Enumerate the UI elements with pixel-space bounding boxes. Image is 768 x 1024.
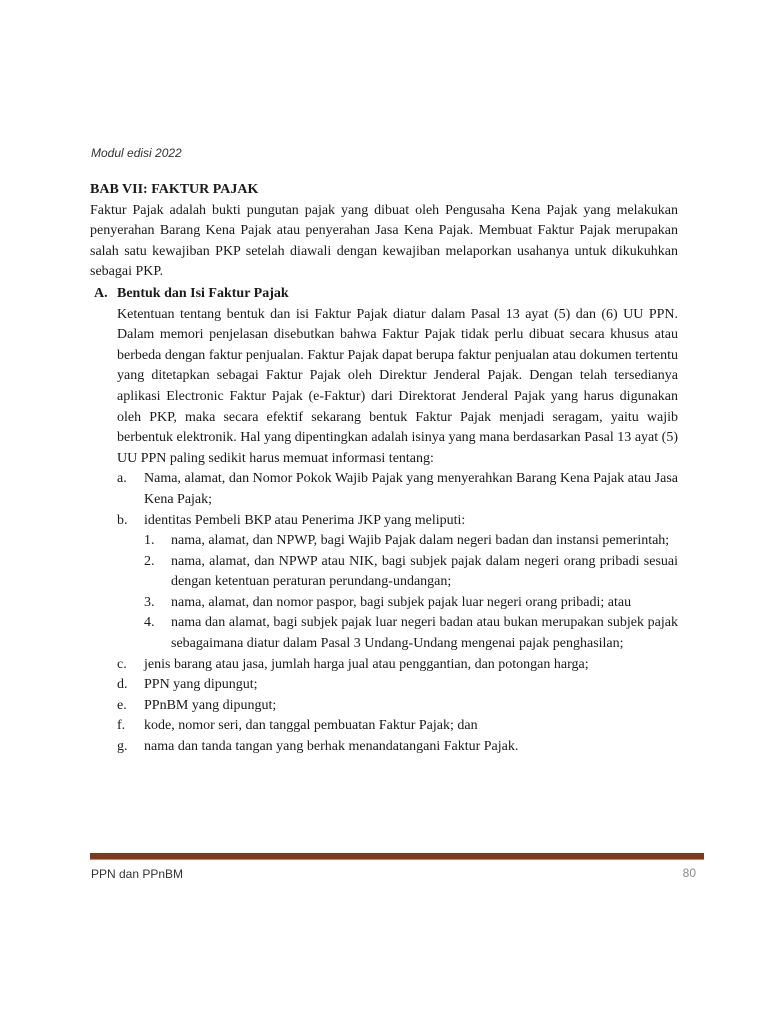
sub-list-text: nama, alamat, dan NPWP, bagi Wajib Pajak dalam negeri badan dan instansi pemerintah; xyxy=(171,533,670,549)
sub-list-item-1 xyxy=(144,531,678,552)
content-list-continued xyxy=(117,655,678,758)
buyer-identity-list xyxy=(117,531,678,655)
sub-list-label: 1. xyxy=(144,533,155,549)
list-item-e xyxy=(117,696,678,717)
sub-list-text: nama dan alamat, bagi subjek pajak luar negeri badan atau bukan merupakan subjek pajak sebagaimana diatur dalam Pasal 3 Undang-Undang mengenai pajak penghasilan; xyxy=(171,615,678,652)
footer-title: PPN dan PPnBM xyxy=(91,867,184,881)
section-heading xyxy=(90,284,678,305)
page-number: 80 xyxy=(682,866,696,880)
sub-list-label: 3. xyxy=(144,594,155,610)
sub-list-label: 2. xyxy=(144,553,155,569)
section-body xyxy=(117,305,678,758)
list-text: jenis barang atau jasa, jumlah harga jual atau penggantian, dan potongan harga; xyxy=(144,656,589,672)
list-text: kode, nomor seri, dan tanggal pembuatan Faktur Pajak; dan xyxy=(144,718,478,734)
list-label: d. xyxy=(117,677,128,693)
main-content xyxy=(90,180,678,758)
sub-list-label: 4. xyxy=(144,615,155,631)
section-title: Bentuk dan Isi Faktur Pajak xyxy=(117,285,289,301)
list-text: identitas Pembeli BKP atau Penerima JKP yang meliputi: xyxy=(144,512,466,528)
footer-divider xyxy=(90,853,704,860)
list-text: PPN yang dipungut; xyxy=(144,677,258,693)
section-paragraph: Ketentuan tentang bentuk dan isi Faktur Pajak diatur dalam Pasal 13 ayat (5) dan (6) UU PPN. Dalam memori penjelasan disebutkan bahwa Faktur Pajak tidak perlu dibuat secara khusus atau berbeda dengan faktur penjualan. Faktur Pajak dapat berupa faktur penjualan atau dokumen tertentu yang ditetapkan sebagai Faktur Pajak oleh Direktur Jenderal Pajak. Dengan telah tersedianya aplikasi Electronic Faktur Pajak (e-Faktur) dari Direktorat Jenderal Pajak yang harus digunakan oleh PKP, maka secara efektif sekarang bentuk Faktur Pajak menjadi seragam, yaitu wajib berbentuk elektronik. Hal yang dipentingkan adalah isinya yang mana berdasarkan Pasal 13 ayat (5) UU PPN paling sedikit harus memuat informasi tentang: xyxy=(117,306,678,466)
sub-list-item-2 xyxy=(144,552,678,593)
list-label: g. xyxy=(117,739,128,755)
list-item-g xyxy=(117,737,678,758)
list-item-c xyxy=(117,655,678,676)
list-label: e. xyxy=(117,697,127,713)
list-label: f. xyxy=(117,718,126,734)
list-text: PPnBM yang dipungut; xyxy=(144,697,277,713)
chapter-title: BAB VII: FAKTUR PAJAK xyxy=(90,182,259,197)
sub-list-text: nama, alamat, dan NPWP atau NIK, bagi subjek pajak dalam negeri orang pribadi sesuai dengan ketentuan peraturan perundang-undangan; xyxy=(171,553,678,590)
list-text: nama dan tanda tangan yang berhak menandatangani Faktur Pajak. xyxy=(144,739,519,755)
chapter-intro: Faktur Pajak adalah bukti pungutan pajak yang dibuat oleh Pengusaha Kena Pajak yang melakukan penyerahan Barang Kena Pajak atau penyerahan Jasa Kena Pajak. Membuat Faktur Pajak merupakan salah satu kewajiban PKP setelah diawali dengan kewajiban melaporkan usahanya untuk dikukuhkan sebagai PKP. xyxy=(90,202,678,280)
list-label: a. xyxy=(117,471,127,487)
section-letter: A. xyxy=(94,285,108,301)
sub-list-item-4 xyxy=(144,613,678,654)
edition-note: Modul edisi 2022 xyxy=(91,146,182,160)
list-label: c. xyxy=(117,656,127,672)
list-item-f xyxy=(117,716,678,737)
content-list xyxy=(117,469,678,531)
list-text: Nama, alamat, dan Nomor Pokok Wajib Pajak yang menyerahkan Barang Kena Pajak atau Jasa Kena Pajak; xyxy=(144,471,678,507)
list-item-d xyxy=(117,675,678,696)
sub-list-text: nama, alamat, dan nomor paspor, bagi subjek pajak luar negeri orang pribadi; atau xyxy=(171,594,632,610)
list-item-b xyxy=(117,511,678,532)
list-label: b. xyxy=(117,512,128,528)
list-item-a xyxy=(117,469,678,510)
sub-list-item-3 xyxy=(144,593,678,614)
